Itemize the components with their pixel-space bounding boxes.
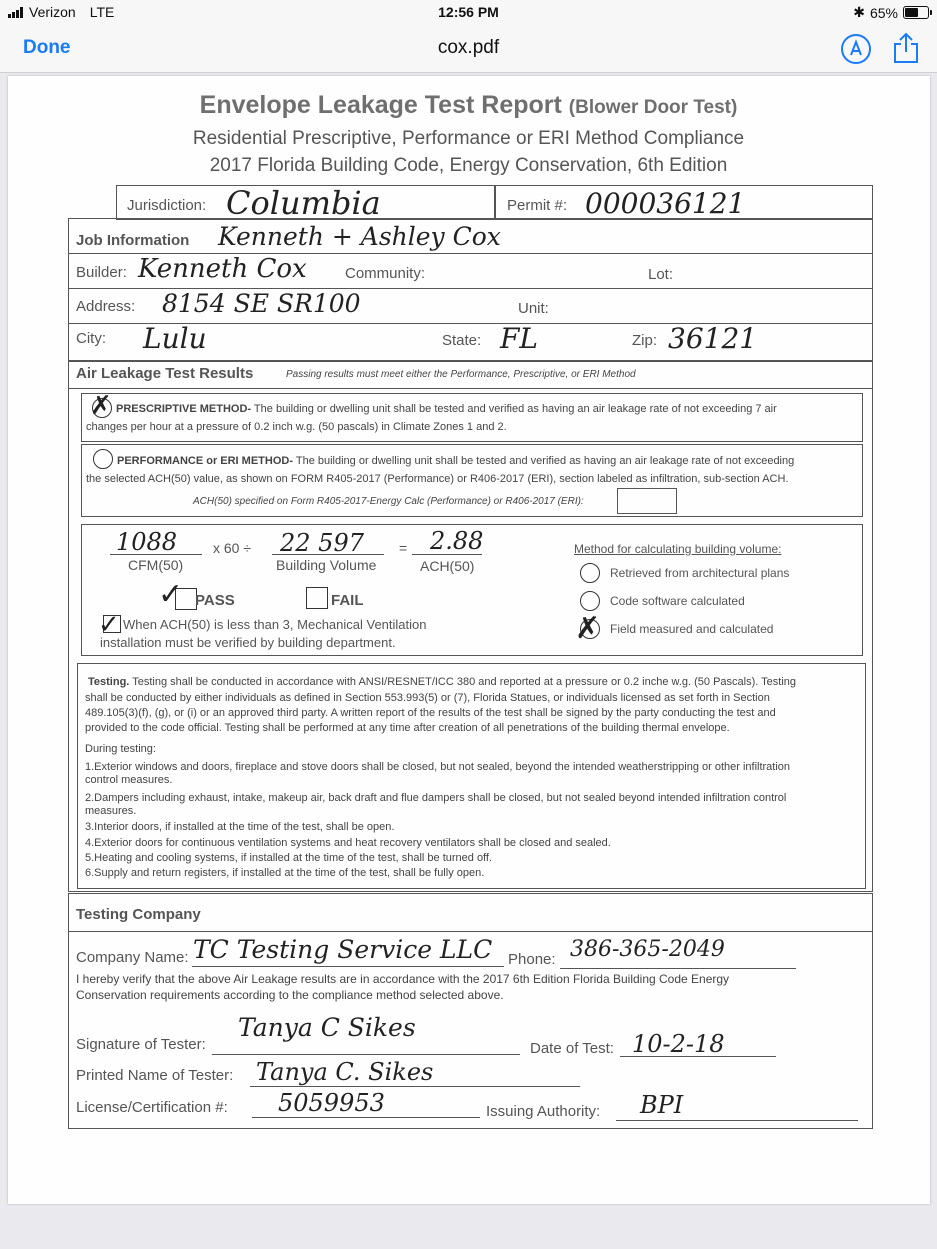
ach-label: ACH(50) [420, 558, 475, 574]
builder-label: Builder: [76, 264, 127, 281]
ach-specified-field[interactable] [617, 488, 677, 514]
printed-name-value: Tanya C. Sikes [256, 1058, 434, 1086]
testing-line-2: shall be conducted by either individuals as defined in Section 553.993(5) or (7), Florida Statues, or individuals licensed as set forth in Section [85, 692, 770, 704]
mech-vent-text-1: When ACH(50) is less than 3, Mechanical Ventilation [123, 617, 427, 632]
issuing-authority-value: BPI [640, 1091, 684, 1119]
bluetooth-icon: ✱ [853, 4, 865, 20]
testing-line-1: Testing. Testing shall be conducted in accordance with ANSI/RESNET/ICC 380 and reported at a pressure or 0.2 inche w.g. (50 Pascals). Testing [88, 676, 797, 688]
date-label: Date of Test: [530, 1040, 614, 1057]
equals-sign: = [399, 540, 408, 556]
builder-value: Kenneth Cox [138, 254, 307, 284]
status-bar [0, 0, 937, 24]
performance-text-2: the selected ACH(50) value, as shown on FORM R405-2017 (Performance) or R406-2017 (ERI), section labeled as infiltration, sub-section ACH. [86, 473, 789, 485]
jurisdiction-value: Columbia [226, 184, 381, 222]
permit-label: Permit #: [507, 197, 568, 214]
air-leakage-note: Passing results must meet either the Performance, Prescriptive, or ERI Method [286, 369, 636, 380]
battery-icon [903, 6, 929, 19]
license-label: License/Certification #: [76, 1099, 228, 1116]
company-name-label: Company Name: [76, 949, 189, 966]
report-subtitle-2: 2017 Florida Building Code, Energy Conservation, 6th Edition [209, 155, 728, 176]
city-value: Lulu [143, 322, 207, 355]
verify-line-2: Conservation requirements according to the compliance method selected above. [76, 988, 504, 1002]
rule-4: 4.Exterior doors for continuous ventilation systems and heat recovery ventilators shall be closed and sealed. [85, 837, 611, 849]
report-subtitle-1: Residential Prescriptive, Performance or ERI Method Compliance [192, 128, 745, 149]
cfm-value: 1088 [116, 528, 178, 556]
community-label: Community: [345, 265, 426, 282]
rule-2b: measures. [85, 805, 137, 817]
company-name-value: TC Testing Service LLC [193, 935, 493, 964]
testing-line-3: 489.105(3)(f), (g), or (i) or an approved third party. A written report of the results of the test shall be signed by the party conducting the test and [85, 707, 776, 719]
rule-5: 5.Heating and cooling systems, if installed at the time of the test, shall be turned off. [85, 852, 493, 864]
address-value: 8154 SE SR100 [162, 289, 361, 318]
permit-value: 000036121 [585, 187, 746, 220]
prescriptive-check-mark: ✗ [90, 391, 112, 421]
battery-percent: 65% [869, 4, 898, 21]
unit-label: Unit: [518, 300, 549, 317]
lot-label: Lot: [648, 266, 674, 283]
city-label: City: [76, 330, 106, 347]
rule-6: 6.Supply and return registers, if installed at the time of the test, shall be fully open. [85, 867, 485, 879]
share-icon[interactable] [893, 32, 919, 64]
signature-label: Signature of Tester: [76, 1036, 206, 1053]
state-label: State: [442, 332, 482, 349]
date-value: 10-2-18 [632, 1030, 725, 1058]
air-leakage-title: Air Leakage Test Results [76, 365, 254, 382]
rule-1b: control measures. [85, 774, 173, 786]
phone-value: 386-365-2049 [570, 937, 725, 962]
building-volume-label: Building Volume [276, 557, 377, 573]
network-type: LTE [89, 4, 115, 20]
performance-text: PERFORMANCE or ERI METHOD- The building or dwelling unit shall be tested and verified as having an air leakage rate of not exceeding [117, 455, 795, 467]
address-label: Address: [76, 298, 136, 315]
signature-value: Tanya C Sikes [238, 1013, 416, 1042]
job-information-label: Job Information [76, 232, 190, 249]
done-button[interactable]: Done [23, 37, 71, 58]
rule-2: 2.Dampers including exhaust, intake, makeup air, back draft and flue dampers shall be closed, but not sealed beyond intended infiltration control [85, 792, 787, 804]
testing-company-section [68, 893, 873, 1129]
performance-radio[interactable] [93, 449, 113, 469]
cfm-label: CFM(50) [128, 557, 184, 573]
zip-label: Zip: [632, 332, 658, 349]
method-option-3-check-mark: ✗ [575, 611, 601, 646]
testing-line-4: provided to the code official. Testing shall be performed at any time after creation of all penetrations of the building thermal envelope. [85, 722, 730, 734]
prescriptive-text-2: changes per hour at a pressure of 0.2 inch w.g. (50 pascals) in Climate Zones 1 and 2. [86, 421, 507, 433]
building-volume-value: 22 597 [280, 529, 364, 557]
license-value: 5059953 [278, 1089, 385, 1117]
job-information-value: Kenneth + Ashley Cox [218, 222, 501, 251]
verify-line-1: I hereby verify that the above Air Leakage results are in accordance with the 2017 6th Edition Florida Building Code Energy [76, 972, 730, 986]
report-title: Envelope Leakage Test Report (Blower Door Test) [199, 91, 738, 119]
pass-label: PASS [195, 592, 235, 609]
ach-specified-label: ACH(50) specified on Form R405-2017-Energy Calc (Performance) or R406-2017 (ERI): [193, 496, 584, 507]
zip-value: 36121 [668, 322, 758, 355]
rule-3: 3.Interior doors, if installed at the time of the test, shall be open. [85, 821, 395, 833]
printed-name-label: Printed Name of Tester: [76, 1067, 234, 1084]
phone-label: Phone: [508, 951, 556, 968]
method-option-1-radio[interactable] [580, 563, 600, 583]
method-option-1: Retrieved from architectural plans [610, 566, 790, 580]
times-sixty: x 60 ÷ [213, 540, 252, 556]
state-value: FL [500, 322, 539, 355]
mech-vent-check-mark: ✓ [98, 610, 120, 640]
method-option-2: Code software calculated [610, 594, 745, 608]
during-testing-label: During testing: [85, 743, 156, 755]
method-option-3: Field measured and calculated [610, 622, 774, 636]
rule-1: 1.Exterior windows and doors, fireplace and stove doors shall be closed, but not sealed, beyond the intended weatherstripping or other infiltration [85, 761, 791, 773]
carrier-name: Verizon [29, 4, 76, 20]
ach-value: 2.88 [430, 527, 484, 555]
mech-vent-text-2: installation must be verified by building department. [100, 635, 396, 650]
nav-bar [0, 24, 937, 73]
method-option-2-radio[interactable] [580, 591, 600, 611]
fail-checkbox[interactable] [306, 587, 328, 609]
jurisdiction-label: Jurisdiction: [127, 197, 207, 214]
document-title: cox.pdf [437, 37, 500, 58]
markup-icon[interactable] [841, 34, 871, 64]
issuing-authority-label: Issuing Authority: [486, 1103, 601, 1120]
fail-label: FAIL [331, 592, 364, 609]
pass-check-mark: ✓ [158, 577, 184, 612]
prescriptive-text: PRESCRIPTIVE METHOD- The building or dwelling unit shall be tested and verified as having an air leakage rate of not exceeding 7 air [116, 403, 777, 415]
status-time: 12:56 PM [438, 4, 499, 20]
method-volume-title: Method for calculating building volume: [574, 542, 782, 556]
testing-company-title: Testing Company [76, 906, 201, 923]
